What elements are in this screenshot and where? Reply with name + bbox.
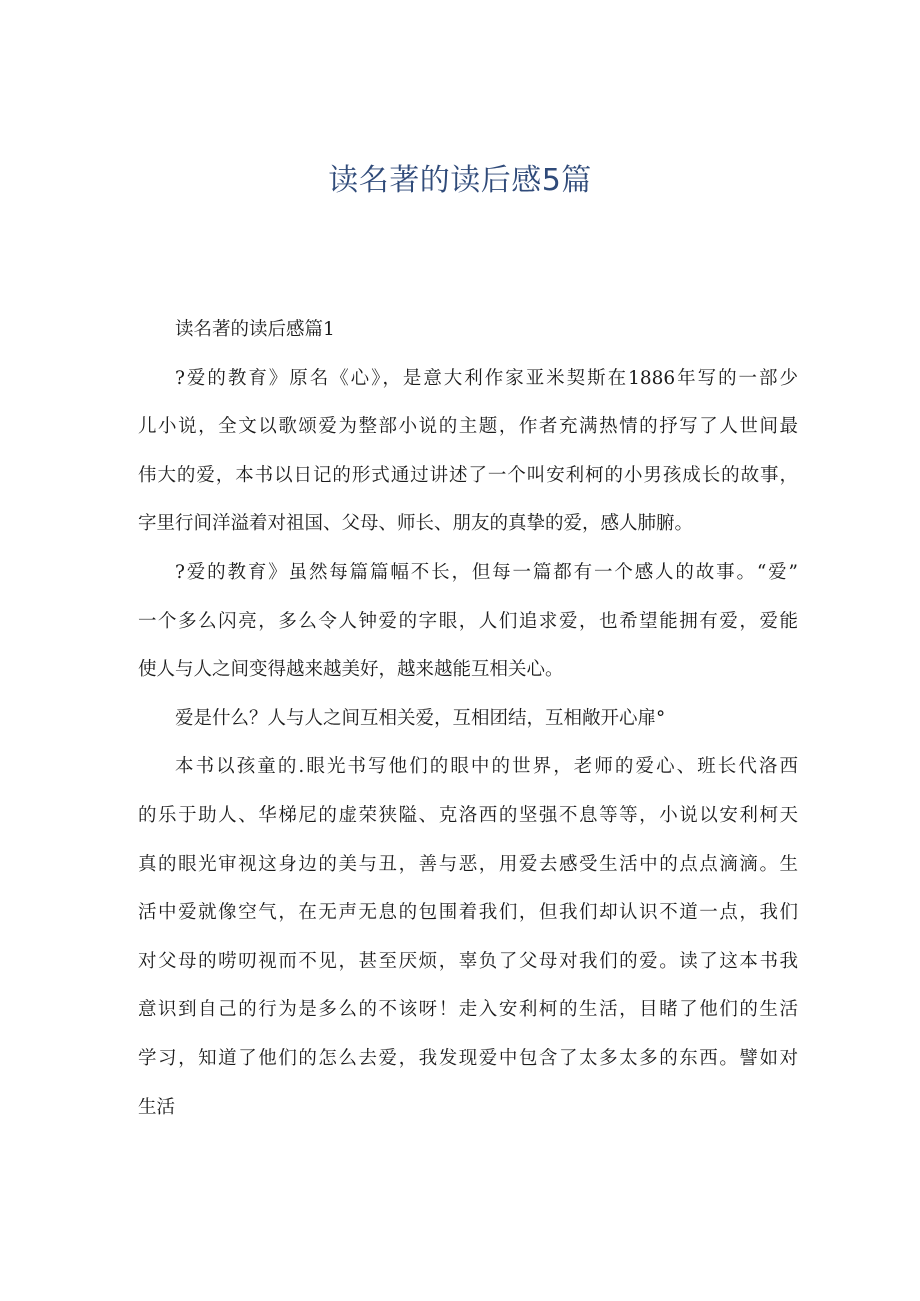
paragraph-line: 爱是什么？人与人之间互相关爱，互相团结，互相敞开心扉° <box>175 707 666 729</box>
paragraph <box>138 549 798 695</box>
document-title: 读名著的读后感5篇 <box>328 163 592 198</box>
paragraph-line: 本书以孩童的.眼光书写他们的眼中的世界，老师的爱心、班长代洛西 <box>175 756 798 778</box>
paragraph-line: 活中爱就像空气，在无声无息的包围着我们，但我们却认识不道一点，我们 <box>138 902 798 924</box>
paragraph-list <box>138 355 798 1133</box>
document-body <box>138 306 798 1132</box>
paragraph-line: 儿小说，全文以歌颂爱为整部小说的主题，作者充满热情的抒写了人世间最 <box>138 416 798 438</box>
paragraph <box>138 355 798 549</box>
paragraph-line: ?爱的教育》原名《心》，是意大利作家亚米契斯在1886年写的一部少 <box>175 367 798 389</box>
paragraph <box>138 743 798 1132</box>
paragraph-line: ?爱的教育》虽然每篇篇幅不长，但每一篇都有一个感人的故事。“爱” <box>175 561 798 583</box>
paragraph <box>138 695 798 744</box>
paragraph-line: 学习，知道了他们的怎么去爱，我发现爱中包含了太多太多的东西。譬如对 <box>138 1047 798 1069</box>
paragraph-line: 真的眼光审视这身边的美与丑，善与恶，用爱去感受生活中的点点滴滴。生 <box>138 853 798 875</box>
paragraph-line: 使人与人之间变得越来越美好，越来越能互相关心。 <box>138 659 564 681</box>
paragraph-line: 一个多么闪亮，多么令人钟爱的字眼，人们追求爱，也希望能拥有爱，爱能 <box>138 610 798 632</box>
paragraph-line: 生活 <box>138 1096 176 1118</box>
paragraph-line: 字里行间洋溢着对祖国、父母、师长、朋友的真挚的爱，感人肺腑。 <box>138 513 694 535</box>
paragraph-line: 的乐于助人、华梯尼的虚荣狭隘、克洛西的坚强不息等等，小说以安利柯天 <box>138 804 798 826</box>
section-heading: 读名著的读后感篇1 <box>175 319 335 340</box>
paragraph-line: 伟大的爱，本书以日记的形式通过讲述了一个叫安利柯的小男孩成长的故事， <box>138 464 798 486</box>
paragraph-line: 意识到自己的行为是多么的不该呀！走入安利柯的生活，目睹了他们的生活 <box>138 999 798 1021</box>
paragraph-line: 对父母的唠叨视而不见，甚至厌烦，辜负了父母对我们的爱。读了这本书我 <box>138 950 798 972</box>
